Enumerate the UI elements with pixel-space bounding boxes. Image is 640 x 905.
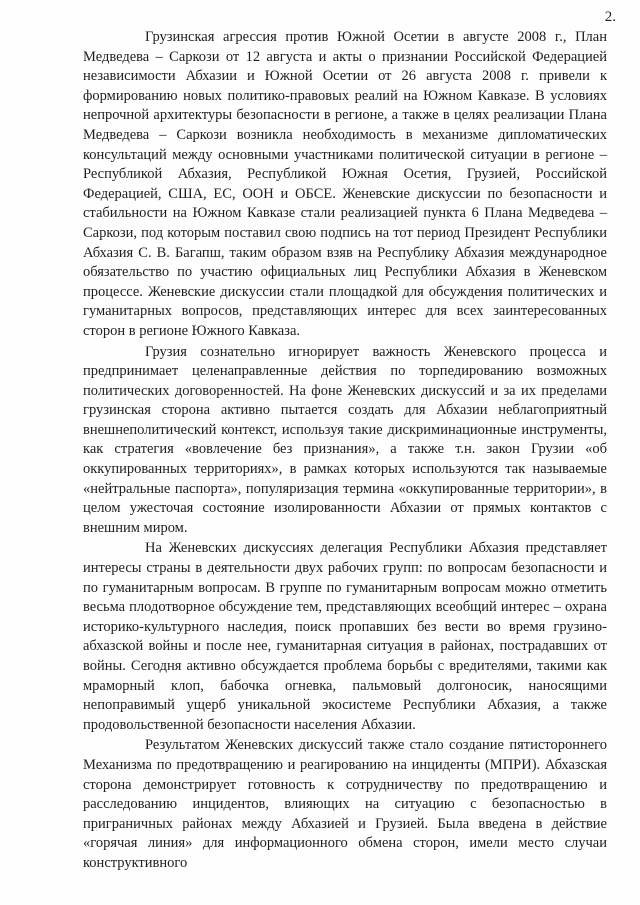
paragraph: Грузинская агрессия против Южной Осетии в августе 2008 г., План Медведева – Саркози от 12 августа и акты о признании Российской Федерацией независимости Абхазии и Южной Осетии от 26 августа 2008 г. привели к формированию новых политико-правовых реалий на Южном Кавказе. В условиях непрочной архитектуры безопасности в регионе, а также в целях реализации Плана Медведева – Саркози возникла необходимость в механизме дипломатических консультаций между основными участниками политической ситуации в регионе – Республикой Абхазия, Республикой Южная Осетия, Грузией, Российской Федерацией, США, ЕС, ООН и ОБСЕ. Женевские дискуссии по безопасности и стабильности на Южном Кавказе стали реализацией пункта 6 Плана Медведева – Саркози, под которым поставил свою подпись на тот период Президент Республики Абхазия С. В. Багапш, таким образом взяв на Республику Абхазия международное обязательство по участию официальных лиц Республики Абхазия в Женевском процессе. Женевские дискуссии стали площадкой для обсуждения политических и гуманитарных вопросов, представляющих интерес для всех заинтересованных сторон в регионе Южного Кавказа. xyxy=(83,29,607,339)
page-number: 2. xyxy=(604,9,616,25)
paragraph: Грузия сознательно игнорирует важность Женевского процесса и предпринимает целенаправленные действия по торпедированию возможных политических договоренностей. На фоне Женевских дискуссий и за их пределами грузинская сторона активно пытается создать для Абхазии неблагоприятный внешнеполитический контекст, используя такие дискриминационные инструменты, как стратегия «вовлечение без признания», а также т.н. закон Грузии «об оккупированных территориях», в рамках которых используются так называемые «нейтральные паспорта», популяризация термина «оккупированные территории», в целом ужесточая состояние изолированности Абхазии от прямых контактов с внешним миром. xyxy=(83,343,607,536)
document-body xyxy=(83,28,607,874)
paragraph: На Женевских дискуссиях делегация Республики Абхазия представляет интересы страны в деятельности двух рабочих групп: по вопросам безопасности и по гуманитарным вопросам. В группе по гуманитарным вопросам можно отметить весьма плодотворное обсуждение тем, представляющих всеобщий интерес – охрана историко-культурного наследия, поиск пропавших без вести во время грузино-абхазской войны и после нее, гуманитарная ситуация в районах, пострадавших от войны. Сегодня активно обсуждается проблема борьбы с вредителями, такими как мраморный клоп, бабочка огневка, пальмовый долгоносик, наносящими непоправимый ущерб уникальной экосистеме Республики Абхазия, а также продовольственной безопасности населения Абхазии. xyxy=(83,540,607,733)
paragraph: Результатом Женевских дискуссий также стало создание пятистороннего Механизма по предотвращению и реагированию на инциденты (МПРИ). Абхазская сторона демонстрирует готовность к сотрудничеству по предотвращению и расследованию инцидентов, влияющих на ситуацию с безопасностью в приграничных районах между Абхазией и Грузией. Была введена в действие «горячая линия» для информационного обмена сторон, имели место случаи конструктивного xyxy=(83,737,607,871)
